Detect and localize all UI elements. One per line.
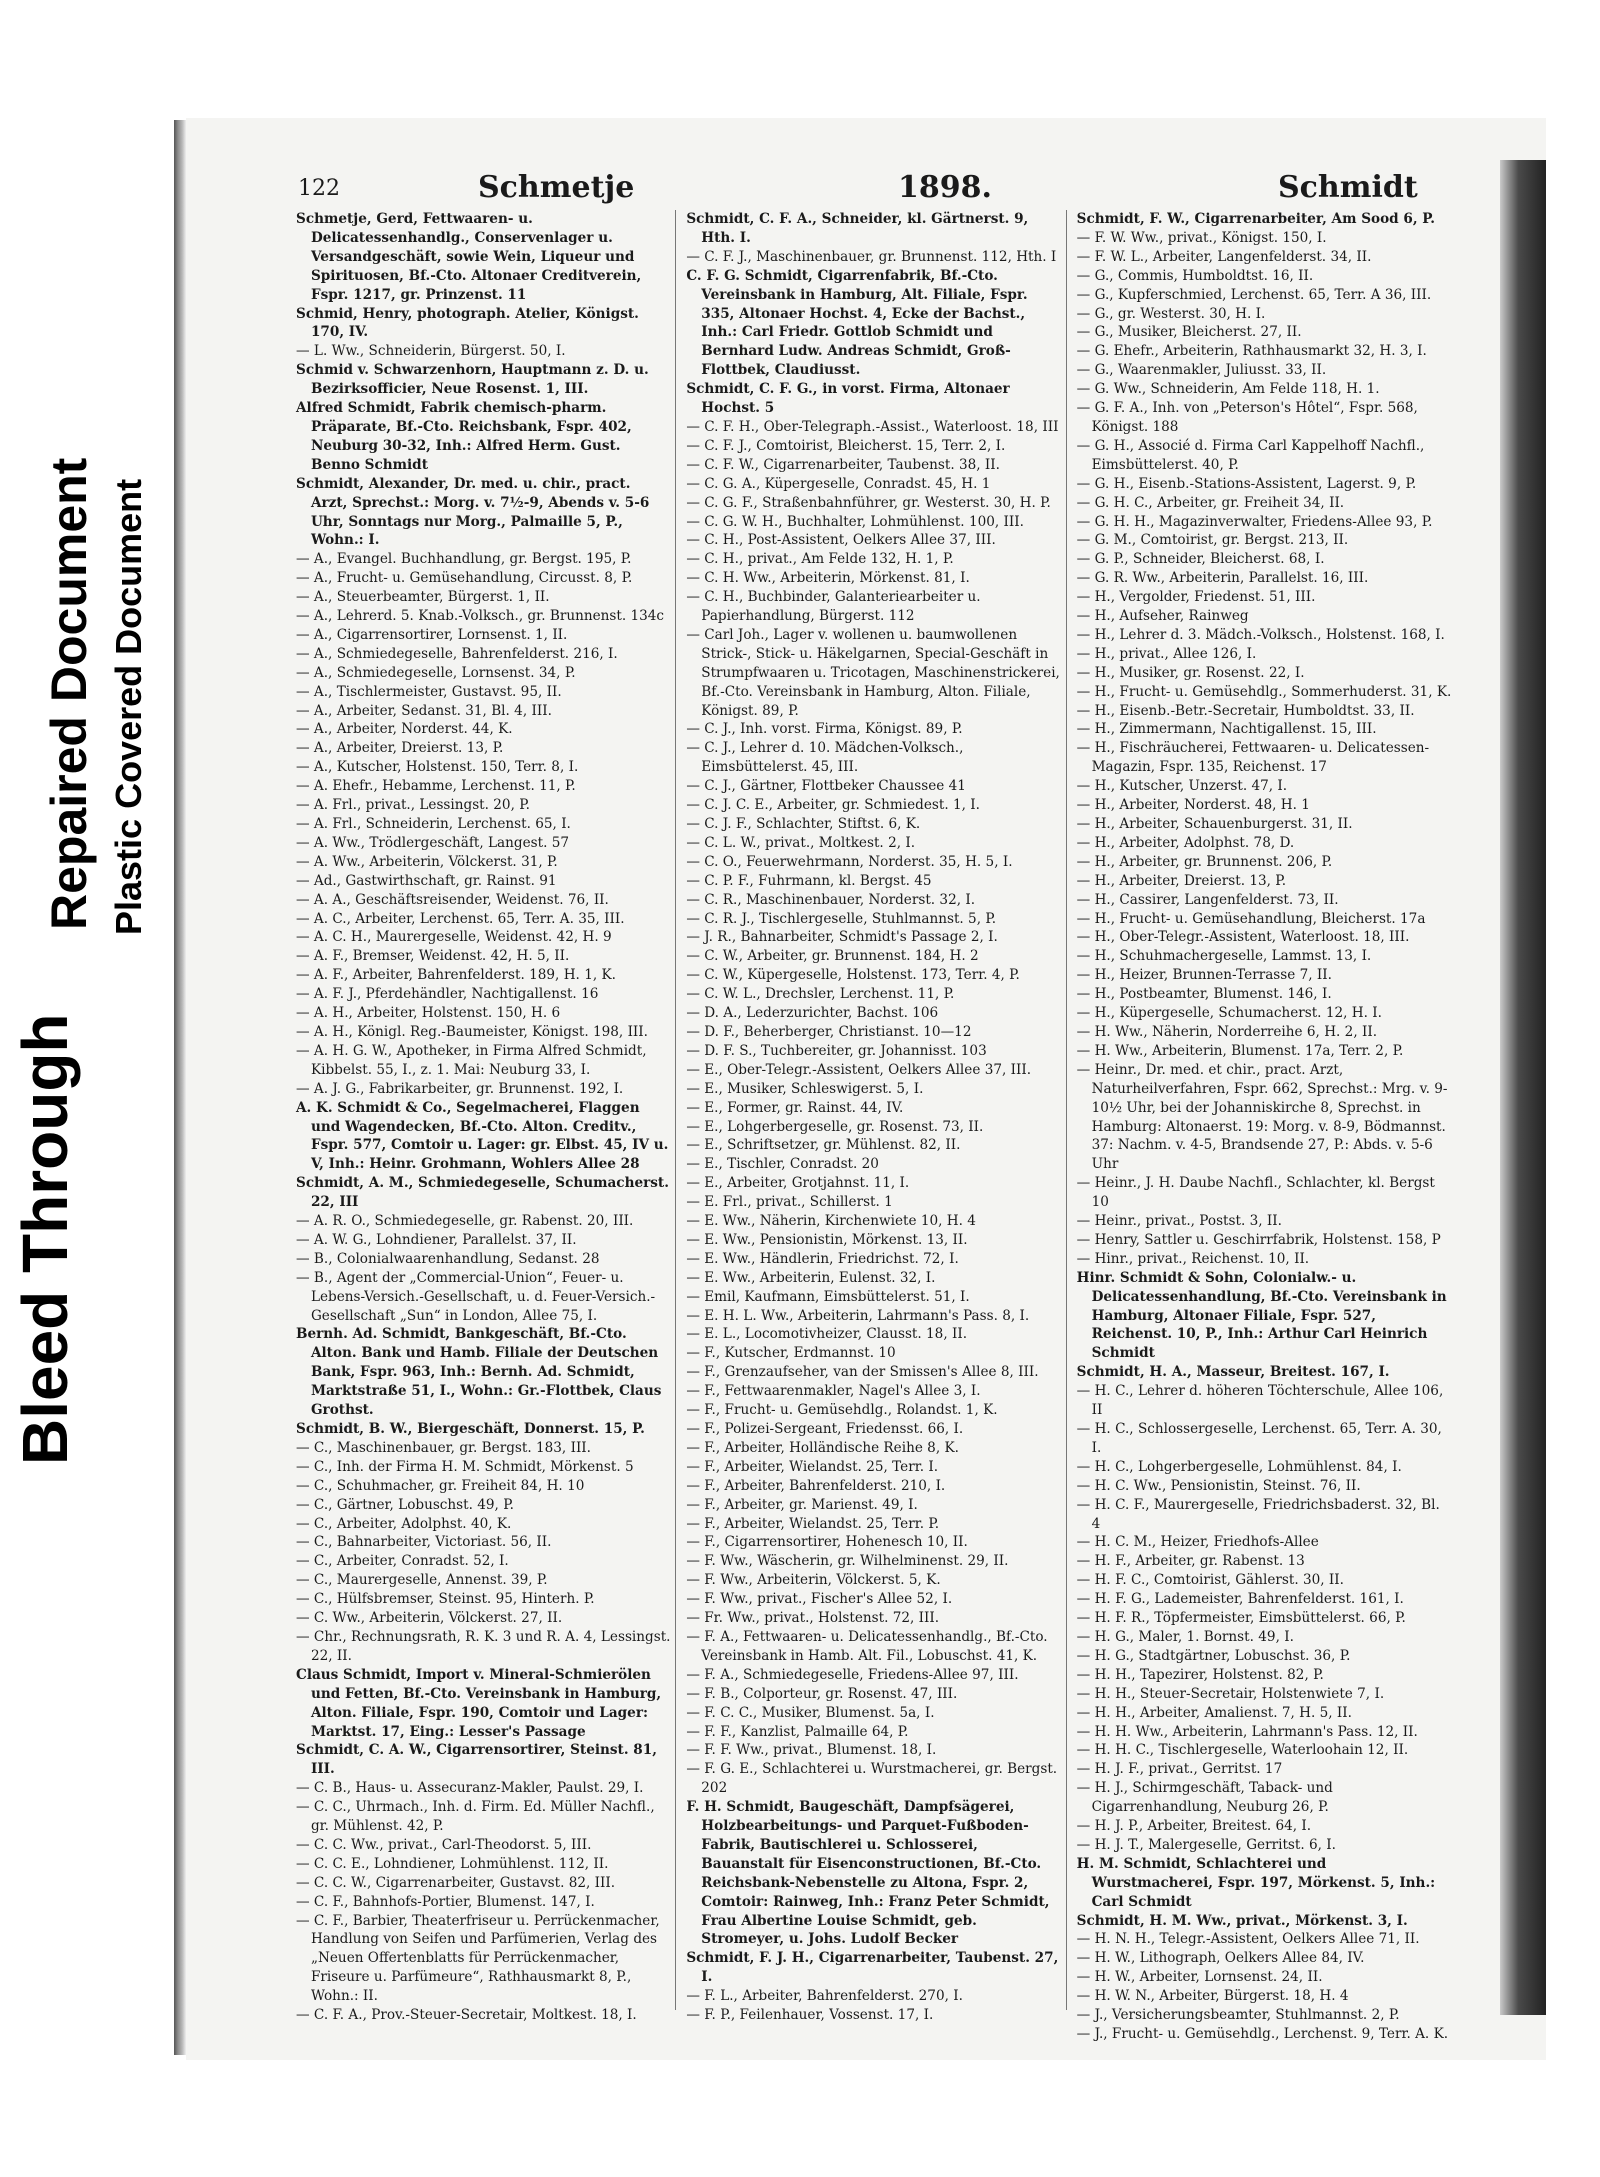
directory-entry: — A. H., Arbeiter, Holstenst. 150, H. 6 [296,1005,561,1022]
directory-entry: — C. J., Gärtner, Flottbeker Chaussee 41 [686,778,966,795]
directory-entry: — H. H. Ww., Arbeiterin, Lahrmann's Pass. 12, II. [1076,1723,1418,1740]
directory-entry: — E. Ww., Näherin, Kirchenwiete 10, H. 4 [686,1213,976,1230]
directory-entry: — H. W., Lithograph, Oelkers Allee 84, IV. [1076,1950,1365,1967]
directory-entry: — A., Tischlermeister, Gustavst. 95, II. [296,683,562,700]
directory-entry: — G., Waarenmakler, Juliusst. 33, II. [1076,362,1327,379]
directory-entry: — F., Kutscher, Erdmannst. 10 [686,1345,896,1362]
directory-entry: — A., Evangel. Buchhandlung, gr. Bergst. 195, P. [296,551,632,568]
directory-entry: — H., Arbeiter, Schauenburgerst. 31, II. [1076,816,1353,832]
directory-entry: — A., Arbeiter, Norderst. 44, K. [296,721,513,738]
directory-entry: — A. Frl., privat., Lessingst. 20, P. [296,797,530,814]
directory-entry: A. K. Schmidt & Co., Segelmacherei, Flaggen und Wagendecken, Bf.-Cto. Alton. Creditv., Fspr. 577, Comtoir u. Lager: gr. Elbst. 45, IV u. V, Inh.: Heinr. Grohmann, Wohlers Allee 28 [296,1099,669,1173]
directory-entry: — C. F., Barbier, Theaterfriseur u. Perrückenmacher, Handlung von Seifen und Parfümerien, Verlag des „Neuen Offertenblatts für Perrückenmacher, Friseure u. Parfümeure“, Rathhausmarkt 8, P., Wohn.: II. [296,1912,660,2005]
directory-entry: — E., Musiker, Schleswigerst. 5, I. [686,1080,924,1097]
directory-entry: — E., Tischler, Conradst. 20 [686,1156,879,1173]
directory-entry: Schmidt, H. A., Masseur, Breitest. 167, I. [1076,1364,1390,1381]
directory-entry: — C. W. L., Drechsler, Lerchenst. 11, P. [686,986,955,1003]
directory-entry: — C. W., Arbeiter, gr. Brunnenst. 184, H. 2 [686,948,979,965]
directory-entry: — A. C. H., Maurergeselle, Weidenst. 42, H. 9 [296,929,612,946]
directory-entry: — F., Arbeiter, Bahrenfelderst. 210, I. [686,1477,946,1494]
directory-entry: — H. J. T., Malergeselle, Gerritst. 6, I. [1076,1836,1336,1853]
directory-entry: — A., Schmiedegeselle, Bahrenfelderst. 216, I. [296,645,618,662]
directory-entry: — H. Ww., Arbeiterin, Blumenst. 17a, Terr. 2, P. [1076,1042,1404,1059]
directory-entry: — E., Schriftsetzer, gr. Mühlenst. 82, II. [686,1137,961,1154]
page-header [298,170,1448,210]
directory-entry: — Fr. Ww., privat., Holstenst. 72, III. [686,1610,940,1627]
directory-entry: — H. C. Ww., Pensionistin, Steinst. 76, II. [1076,1477,1361,1494]
directory-entry: — G. H., Associé d. Firma Carl Kappelhoff Nachfl., Eimsbüttelerst. 40, P. [1076,437,1425,473]
directory-entry: — F. W. L., Arbeiter, Langenfelderst. 34, II. [1076,248,1372,265]
directory-entry: — H. H., Arbeiter, Amalienst. 7, H. 5, II. [1076,1704,1352,1721]
directory-entry: — Carl Joh., Lager v. wollenen u. baumwollenen Strick-, Stick- u. Häkelgarnen, Special-Geschäft in Strumpfwaaren u. Tricotagen, Maschinenstrickerei, Bf.-Cto. Vereinsbank in Hamburg, Alton. Filiale, Königst. 89, P. [686,626,1060,719]
directory-entry: Schmidt, C. F. G., in vorst. Firma, Altonaer Hochst. 5 [686,381,1010,417]
directory-entry: — H., Cassirer, Langenfelderst. 73, II. [1076,891,1339,908]
directory-entry: — F. P., Feilenhauer, Vossenst. 17, I. [686,2007,934,2024]
directory-entry: — H. W. N., Arbeiter, Bürgerst. 18, H. 4 [1076,1988,1349,2005]
directory-entry: — A., Arbeiter, Sedanst. 31, Bl. 4, III. [296,702,552,719]
directory-entry: — A. H., Königl. Reg.-Baumeister, Königst. 198, III. [296,1023,648,1040]
directory-entry: — A. W. G., Lohndiener, Parallelst. 37, II. [296,1231,577,1248]
directory-entry: — F., Arbeiter, Wielandst. 25, Terr. I. [686,1458,939,1475]
directory-entry: — H., Arbeiter, Norderst. 48, H. 1 [1076,797,1310,814]
directory-entry: — G. H. H., Magazinverwalter, Friedens-Allee 93, P. [1076,513,1433,530]
directory-entry: — F., Grenzaufseher, van der Smissen's Allee 8, III. [686,1364,1039,1381]
directory-entry: — H., Lehrer d. 3. Mädch.-Volksch., Holstenst. 168, I. [1076,626,1445,643]
directory-entry: — G. M., Comtoirist, gr. Bergst. 213, II. [1076,532,1349,549]
directory-entry: — H. H., Steuer-Secretair, Holstenwiete 7, I. [1076,1685,1385,1702]
directory-entry: — F., Frucht- u. Gemüsehdlg., Rolandst. 1, K. [686,1402,998,1419]
directory-entry: Schmidt, Alexander, Dr. med. u. chir., pract. Arzt, Sprechst.: Morg. v. 7½-9, Abends v. 5-6 Uhr, Sonntags nur Morg., Palmaille 5, P., Wohn.: I. [296,475,650,549]
directory-entry: — G., Musiker, Bleicherst. 27, II. [1076,324,1302,341]
directory-entry: — F. G. E., Schlachterei u. Wurstmacherei, gr. Bergst. 202 [686,1761,1058,1797]
directory-entry: — Emil, Kaufmann, Eimsbüttelerst. 51, I. [686,1288,970,1305]
directory-entry: Schmidt, F. J. H., Cigarrenarbeiter, Taubenst. 27, I. [686,1950,1059,1986]
directory-entry: — H. J. P., Arbeiter, Breitest. 64, I. [1076,1818,1312,1835]
directory-entry: — H. F. R., Töpfermeister, Eimsbüttelerst. 66, P. [1076,1610,1406,1627]
directory-entry: — C. G. A., Küpergeselle, Conradst. 45, H. 1 [686,475,991,492]
directory-entry: — B., Agent der „Commercial-Union“, Feuer- u. Lebens-Versich.-Gesellschaft, u. d. Feuer-Versich.-Gesellschaft „Sun“ in London, Allee 75, I. [296,1269,656,1324]
directory-entry: — H., Musiker, gr. Rosenst. 22, I. [1076,664,1305,681]
directory-entry: — H., Postbeamter, Blumenst. 146, I. [1076,986,1332,1003]
directory-entry: — H. J., Schirmgeschäft, Taback- und Cigarrenhandlung, Neuburg 26, P. [1076,1780,1333,1816]
directory-entry: — B., Colonialwaarenhandlung, Sedanst. 28 [296,1250,600,1267]
directory-entry: — H., Arbeiter, Dreierst. 13, P. [1076,872,1287,889]
directory-entry: — C., Hülfsbremser, Steinst. 95, Hinterh. P. [296,1591,595,1608]
directory-entry: — E. Ww., Arbeiterin, Eulenst. 32, I. [686,1269,936,1286]
directory-entry: — A. A., Geschäftsreisender, Weidenst. 76, II. [296,891,609,908]
directory-entry: — Henry, Sattler u. Geschirrfabrik, Holstenst. 158, P [1076,1231,1441,1248]
directory-entry: — C. R. J., Tischlergeselle, Stuhlmannst. 5, P. [686,910,997,927]
directory-entry: — H., Aufseher, Rainweg [1076,608,1249,625]
directory-entry: — C., Schuhmacher, gr. Freiheit 84, H. 10 [296,1477,585,1494]
directory-entry: — A., Arbeiter, Dreierst. 13, P. [296,740,504,757]
running-head-year: 1898. [898,170,992,205]
directory-entry: Schmid v. Schwarzenhorn, Hauptmann z. D. u. Bezirksofficier, Neue Rosenst. 1, III. [296,362,649,398]
directory-entry: — H. J. F., privat., Gerritst. 17 [1076,1761,1283,1778]
directory-entry: — G. F. A., Inh. von „Peterson's Hôtel“, Fspr. 568, Königst. 188 [1076,400,1418,435]
directory-entry: — C., Bahnarbeiter, Victoriast. 56, II. [296,1534,552,1551]
directory-entry: — C. J., Lehrer d. 10. Mädchen-Volksch., Eimsbüttelerst. 45, III. [686,740,964,776]
directory-entry: — E. Frl., privat., Schillerst. 1 [686,1194,893,1211]
book-spine [174,120,186,2055]
directory-entry: — D. F. S., Tuchbereiter, gr. Johannisst. 103 [686,1042,987,1059]
directory-entry: — G., gr. Westerst. 30, H. I. [1076,305,1266,322]
directory-entry: — G., Kupferschmied, Lerchenst. 65, Terr. A 36, III. [1076,286,1432,303]
repaired-document-label: Repaired Document [41,457,97,930]
binding-edge [1500,160,1546,2015]
directory-entry: — H. Ww., Näherin, Norderreihe 6, H. 2, II. [1076,1023,1378,1040]
directory-entry: — F., Arbeiter, Wielandst. 25, Terr. P. [686,1515,940,1532]
directory-entry: — E., Former, gr. Rainst. 44, IV. [686,1099,904,1116]
directory-entry: — F. A., Fettwaaren- u. Delicatessenhandlg., Bf.-Cto. Vereinsbank in Hamb. Alt. Fil., Lobuschst. 41, K. [686,1628,1048,1664]
directory-entry: — H. F., Arbeiter, gr. Rabenst. 13 [1076,1553,1305,1570]
directory-entry: — J., Versicherungsbeamter, Stuhlmannst. 2, P. [1076,2007,1400,2024]
directory-entry: — E. L., Locomotivheizer, Clausst. 18, II. [686,1326,968,1343]
directory-entry: — H., Ober-Telegr.-Assistent, Waterloost. 18, III. [1076,929,1410,946]
directory-entry: — C. J. C. E., Arbeiter, gr. Schmiedest. 1, I. [686,797,980,814]
directory-entry: — H., Eisenb.-Betr.-Secretair, Humboldtst. 33, II. [1076,702,1415,719]
directory-entry: — H. G., Stadtgärtner, Lobuschst. 36, P. [1076,1647,1351,1664]
directory-entry: Bernh. Ad. Schmidt, Bankgeschäft, Bf.-Cto. Alton. Bank und Hamb. Filiale der Deutschen Bank, Fspr. 963, Inh.: Bernh. Ad. Schmidt, Marktstraße 51, I., Wohn.: Gr.-Flottbek, Claus Grothst. [296,1326,662,1419]
directory-entry: — H. G., Maler, 1. Bornst. 49, I. [1076,1628,1294,1645]
directory-entry: H. M. Schmidt, Schlachterei und Wurstmacherei, Fspr. 197, Mörkenst. 5, Inh.: Carl Schmidt [1076,1855,1436,1910]
directory-entry: — A., Frucht- u. Gemüsehandlung, Circusst. 8, P. [296,570,633,587]
directory-entry: — H., privat., Allee 126, I. [1076,645,1257,662]
directory-entry: — C. C. W., Cigarrenarbeiter, Gustavst. 82, III. [296,1874,616,1891]
directory-entry: — A., Kutscher, Holstenst. 150, Terr. 8, I. [296,759,579,776]
directory-entry: — H. N. H., Telegr.-Assistent, Oelkers Allee 71, II. [1076,1931,1420,1948]
directory-entry: — C., Arbeiter, Adolphst. 40, K. [296,1515,512,1532]
plastic-covered-label: Plastic Covered Document [108,478,149,935]
directory-entry: — C. H., Buchbinder, Galanteriearbeiter u. Papierhandlung, Bürgerst. 112 [686,589,981,625]
directory-entry: — C., Gärtner, Lobuschst. 49, P. [296,1496,514,1513]
directory-entry: — H. C., Lohgerbergeselle, Lohmühlenst. 84, I. [1076,1458,1402,1475]
directory-entry: — E. H. L. Ww., Arbeiterin, Lahrmann's Pass. 8, I. [686,1307,1030,1324]
directory-entry: — E., Lohgerbergeselle, gr. Rosenst. 73, II. [686,1118,984,1135]
directory-entry: — C. F. J., Comtoirist, Bleicherst. 15, Terr. 2, I. [686,437,1006,454]
directory-entry: — A. F. J., Pferdehändler, Nachtigallenst. 16 [296,986,599,1003]
directory-entry: — E., Ober-Telegr.-Assistent, Oelkers Allee 37, III. [686,1061,1032,1078]
directory-entry: — C. G. W. H., Buchhalter, Lohmühlenst. 100, III. [686,513,1024,530]
directory-entry: — C. F. W., Cigarrenarbeiter, Taubenst. 38, II. [686,456,1000,473]
directory-entry: — C. C. E., Lohndiener, Lohmühlenst. 112, II. [296,1855,609,1872]
directory-entry: — Heinr., privat., Postst. 3, II. [1076,1213,1282,1230]
directory-entry: — F. C. C., Musiker, Blumenst. 5a, I. [686,1704,935,1721]
directory-entry: Alfred Schmidt, Fabrik chemisch-pharm. Präparate, Bf.-Cto. Reichsbank, Fspr. 402, Neuburg 30-32, Inh.: Alfred Herm. Gust. Benno Schmidt [296,400,632,473]
directory-entry: — C. H., Post-Assistent, Oelkers Allee 37, III. [686,532,996,549]
column-right [1076,210,1456,2042]
directory-entry: — H. H. C., Tischlergeselle, Waterloohain 12, II. [1076,1742,1409,1759]
directory-entry: Schmidt, B. W., Biergeschäft, Donnerst. 15, P. [296,1421,645,1437]
page-number: 122 [298,176,340,201]
directory-entry: — G. R. Ww., Arbeiterin, Parallelst. 16, III. [1076,570,1369,587]
directory-entry: — D. F., Beherberger, Christianst. 10—12 [686,1023,972,1040]
directory-entry: — F., Cigarrensortirer, Hohenesch 10, II. [686,1534,968,1551]
directory-entry: — G. Ww., Schneiderin, Am Felde 118, H. 1. [1076,381,1380,398]
directory-entry: — H. H., Tapezirer, Holstenst. 82, P. [1076,1666,1324,1683]
directory-entry: — F. Ww., Arbeiterin, Völckerst. 5, K. [686,1572,941,1589]
directory-entry: — C. H., privat., Am Felde 132, H. 1, P. [686,551,954,568]
directory-entry: — G., Commis, Humboldtst. 16, II. [1076,267,1314,284]
directory-entry: — H., Frucht- u. Gemüsehdlg., Sommerhuderst. 31, K. [1076,683,1452,700]
directory-entry: — A., Cigarrensortirer, Lornsenst. 1, II. [296,626,568,643]
directory-entry: — H., Arbeiter, Adolphst. 78, D. [1076,834,1295,851]
directory-entry: — C. P. F., Fuhrmann, kl. Bergst. 45 [686,872,932,889]
directory-entry: — E., Arbeiter, Grotjahnst. 11, I. [686,1175,910,1192]
running-head-left: Schmetje [478,170,635,205]
directory-entry: — A. J. G., Fabrikarbeiter, gr. Brunnenst. 192, I. [296,1080,624,1097]
directory-entry: — C. L. W., privat., Moltkest. 2, I. [686,834,916,851]
column-middle [686,210,1066,2024]
directory-entry: Schmidt, H. M. Ww., privat., Mörkenst. 3, I. [1076,1912,1408,1929]
directory-entry: — C., Maurergeselle, Annenst. 39, P. [296,1572,548,1589]
directory-entry: — H. F. C., Comtoirist, Gählerst. 30, II. [1076,1572,1344,1589]
directory-entry: — Heinr., J. H. Daube Nachfl., Schlachter, kl. Bergst 10 [1076,1175,1435,1211]
directory-entry: — C. C. Ww., privat., Carl-Theodorst. 5, III. [296,1836,592,1853]
directory-entry: — F. A., Schmiedegeselle, Friedens-Allee 97, III. [686,1666,1019,1683]
directory-entry: Schmetje, Gerd, Fettwaaren- u. Delicatessenhandlg., Conservenlager u. Versandgeschäft, sowie Wein, Liqueur und Spirituosen, Bf.-Cto. Altonaer Creditverein, Fspr. 1217, gr. Prinzenst. 11 [296,211,642,303]
directory-entry: — A. Ww., Trödlergeschäft, Langest. 57 [296,834,570,851]
directory-entry: — Chr., Rechnungsrath, R. K. 3 und R. A. 4, Lessingst. 22, II. [296,1628,671,1664]
directory-entry: — H., Frucht- u. Gemüsehandlung, Bleicherst. 17a [1076,910,1426,927]
directory-entry: — F., Arbeiter, gr. Marienst. 49, I. [686,1496,918,1513]
directory-entry: Schmidt, A. M., Schmiedegeselle, Schumacherst. 22, III [296,1175,669,1211]
directory-entry: — Ad., Gastwirthschaft, gr. Rainst. 91 [296,872,557,889]
directory-entry: — H. C. F., Maurergeselle, Friedrichsbaderst. 32, Bl. 4 [1076,1496,1440,1532]
directory-entry: — A. H. G. W., Apotheker, in Firma Alfred Schmidt, Kibbelst. 55, I., z. 1. Mai: Neuburg 33, I. [296,1042,647,1078]
directory-entry: — E. Ww., Pensionistin, Mörkenst. 13, II. [686,1231,968,1248]
directory-entry: — C. W., Küpergeselle, Holstenst. 173, Terr. 4, P. [686,967,1020,984]
directory-entry: — H., Schuhmachergeselle, Lammst. 13, I. [1076,948,1372,965]
directory-entry: — F. L., Arbeiter, Bahrenfelderst. 270, I. [686,1988,963,2005]
directory-entry: — F. F. Ww., privat., Blumenst. 18, I. [686,1742,937,1759]
directory-entry: — F., Polizei-Sergeant, Friedensst. 66, I. [686,1421,964,1437]
directory-entry: — H. C., Schlossergeselle, Lerchenst. 65, Terr. A. 30, I. [1076,1421,1442,1456]
directory-entry: — D. A., Lederzurichter, Bachst. 106 [686,1005,939,1022]
directory-entry: — C. F. A., Prov.-Steuer-Secretair, Moltkest. 18, I. [296,2007,637,2024]
directory-entry: — A. R. O., Schmiedegeselle, gr. Rabenst. 20, III. [296,1213,634,1230]
directory-entry: — F., Fettwaarenmakler, Nagel's Allee 3, I. [686,1383,981,1400]
directory-entry: — F. Ww., Wäscherin, gr. Wilhelminenst. 29, II. [686,1553,1009,1570]
directory-entry: — C. C., Uhrmach., Inh. d. Firm. Ed. Müller Nachfl., gr. Mühlenst. 42, P. [296,1799,655,1835]
directory-entry: — F. B., Colporteur, gr. Rosenst. 47, III. [686,1685,958,1702]
directory-entry: — C., Arbeiter, Conradst. 52, I. [296,1553,509,1570]
directory-entry: — G. Ehefr., Arbeiterin, Rathhausmarkt 32, H. 3, I. [1076,343,1427,360]
directory-entry: — C. H. Ww., Arbeiterin, Mörkenst. 81, I. [686,570,970,587]
directory-entry: — H., Küpergeselle, Schumacherst. 12, H. I. [1076,1005,1382,1022]
directory-entry: Schmidt, F. W., Cigarrenarbeiter, Am Sood 6, P. [1076,211,1436,227]
directory-entry: — A., Lehrerd. 5. Knab.-Volksch., gr. Brunnenst. 134c [296,608,665,625]
directory-entry: — Hinr., privat., Reichenst. 10, II. [1076,1250,1310,1267]
directory-entry: Claus Schmidt, Import v. Mineral-Schmierölen und Fetten, Bf.-Cto. Vereinsbank in Hamburg, Alton. Filiale, Fspr. 190, Comtoir und Lager: Marktst. 17, Eing.: Lesser's Passage [296,1666,662,1740]
directory-entry: — G. P., Schneider, Bleicherst. 68, I. [1076,551,1325,568]
directory-entry: — A. F., Bremser, Weidenst. 42, H. 5, II. [296,948,570,965]
directory-entry: Schmidt, C. F. A., Schneider, kl. Gärtnerst. 9, Hth. I. [686,211,1029,246]
directory-entry: — H. C., Lehrer d. höheren Töchterschule, Allee 106, II [1076,1383,1444,1419]
directory-entry: — H., Zimmermann, Nachtigallenst. 15, III. [1076,721,1377,738]
directory-entry: — H. C. M., Heizer, Friedhofs-Allee [1076,1534,1319,1551]
directory-entry: — A. Ehefr., Hebamme, Lerchenst. 11, P. [296,778,576,795]
directory-entry: — H. F. G., Lademeister, Bahrenfelderst. 161, I. [1076,1591,1404,1608]
directory-entry: — H., Arbeiter, gr. Brunnenst. 206, P. [1076,853,1333,870]
directory-entry: — C. J. F., Schlachter, Stiftst. 6, K. [686,816,921,832]
directory-entry: — A. Frl., Schneiderin, Lerchenst. 65, I. [296,816,571,832]
directory-entry: — F., Arbeiter, Holländische Reihe 8, K. [686,1439,959,1456]
directory-entry: — C. R., Maschinenbauer, Norderst. 32, I. [686,891,976,908]
directory-entry: — C., Inh. der Firma H. M. Schmidt, Mörkenst. 5 [296,1458,634,1475]
directory-entry: — F. W. Ww., privat., Königst. 150, I. [1076,229,1327,246]
directory-entry: — A. Ww., Arbeiterin, Völckerst. 31, P. [296,853,558,870]
directory-entry: — E. Ww., Händlerin, Friedrichst. 72, I. [686,1250,959,1267]
directory-entry: — F. F., Kanzlist, Palmaille 64, P. [686,1723,909,1740]
bleed-through-label: Bleed Through [9,1013,81,1465]
directory-entry: — C. G. F., Straßenbahnführer, gr. Westerst. 30, H. P. [686,494,1051,511]
directory-entry: Schmidt, C. A. W., Cigarrensortirer, Steinst. 81, III. [296,1742,657,1778]
directory-entry: — J., Frucht- u. Gemüsehdlg., Lerchenst. 9, Terr. A. K. [1076,2026,1449,2042]
directory-entry: — C. J., Inh. vorst. Firma, Königst. 89, P. [686,721,963,738]
directory-entry: — H. W., Arbeiter, Lornsenst. 24, II. [1076,1969,1323,1986]
directory-entry: C. F. G. Schmidt, Cigarrenfabrik, Bf.-Cto. Vereinsbank in Hamburg, Alt. Filiale, Fspr. 335, Altonaer Hochst. 4, Ecke der Bachst., Inh.: Carl Friedr. Gottlob Schmidt und Bernhard Ludw. Andreas Schmidt, Groß-Flottbek, Claudiusst. [686,267,1028,379]
directory-entry: — H., Kutscher, Unzerst. 47, I. [1076,778,1288,795]
directory-entry: — H., Heizer, Brunnen-Terrasse 7, II. [1076,967,1332,984]
directory-entry: — H., Fischräucherei, Fettwaaren- u. Delicatessen-Magazin, Fspr. 135, Reichenst. 17 [1076,740,1430,776]
directory-entry: — C. O., Feuerwehrmann, Norderst. 35, H. 5, I. [686,853,1013,870]
directory-entry: — J. R., Bahnarbeiter, Schmidt's Passage 2, I. [686,929,998,946]
directory-entry: — A. C., Arbeiter, Lerchenst. 65, Terr. A. 35, III. [296,910,625,927]
directory-page [186,118,1546,2060]
directory-entry: F. H. Schmidt, Baugeschäft, Dampfsägerei, Holzbearbeitungs- und Parquet-Fußboden-Fabrik, Bautischlerei u. Schlosserei, Bauanstalt für Eisenconstructionen, Bf.-Cto. Reichsbank-Nebenstelle zu Altona, Fspr. 2, Comtoir: Rainweg, Inh.: Franz Peter Schmidt, Frau Albertine Louise Schmidt, geb. Stromeyer, u. Johs. Ludolf Becker [686,1799,1050,1948]
directory-entry: — A. F., Arbeiter, Bahrenfelderst. 189, H. 1, K. [296,967,616,984]
directory-entry: — A., Schmiedegeselle, Lornsenst. 34, P. [296,664,576,681]
directory-entry: Hinr. Schmidt & Sohn, Colonialw.- u. Delicatessenhandlung, Bf.-Cto. Vereinsbank in Hamburg, Altonaer Filiale, Fspr. 527, Reichenst. 10, P., Inh.: Arthur Carl Heinrich Schmidt [1076,1269,1447,1362]
directory-entry: — C., Maschinenbauer, gr. Bergst. 183, III. [296,1439,591,1456]
directory-entry: — C. B., Haus- u. Assecuranz-Makler, Paulst. 29, I. [296,1780,644,1797]
directory-columns [296,210,1456,2042]
directory-entry: — H., Vergolder, Friedenst. 51, III. [1076,589,1316,606]
directory-entry: Schmid, Henry, photograph. Atelier, Königst. 170, IV. [296,305,639,341]
directory-entry: — C. F. H., Ober-Telegraph.-Assist., Waterloost. 18, III [686,418,1059,435]
directory-entry: — L. Ww., Schneiderin, Bürgerst. 50, I. [296,343,566,360]
directory-entry: — C. F., Bahnhofs-Portier, Blumenst. 147, I. [296,1893,595,1910]
directory-entry: — F. Ww., privat., Fischer's Allee 52, I. [686,1591,953,1608]
directory-entry: — C. Ww., Arbeiterin, Völckerst. 27, II. [296,1610,563,1627]
directory-entry: — Heinr., Dr. med. et chir., pract. Arzt, Naturheilverfahren, Fspr. 662, Sprechst.: Mrg. v. 9-10½ Uhr, bei der Johanniskirche 8, Sprechst. in Hamburg: Altonaerst. 19: Morg. v. 8-9, Bödmannst. 37: Nachm. v. 4-5, Brandsende 27, P.: Abds. v. 5-6 Uhr [1076,1061,1448,1173]
directory-entry: — G. H. C., Arbeiter, gr. Freiheit 34, II. [1076,494,1345,511]
directory-entry: — G. H., Eisenb.-Stations-Assistent, Lagerst. 9, P. [1076,475,1417,492]
running-head-right: Schmidt [1278,170,1418,205]
directory-entry: — A., Steuerbeamter, Bürgerst. 1, II. [296,589,550,606]
column-left [296,210,676,2024]
directory-entry: — C. F. J., Maschinenbauer, gr. Brunnenst. 112, Hth. I [686,248,1057,265]
